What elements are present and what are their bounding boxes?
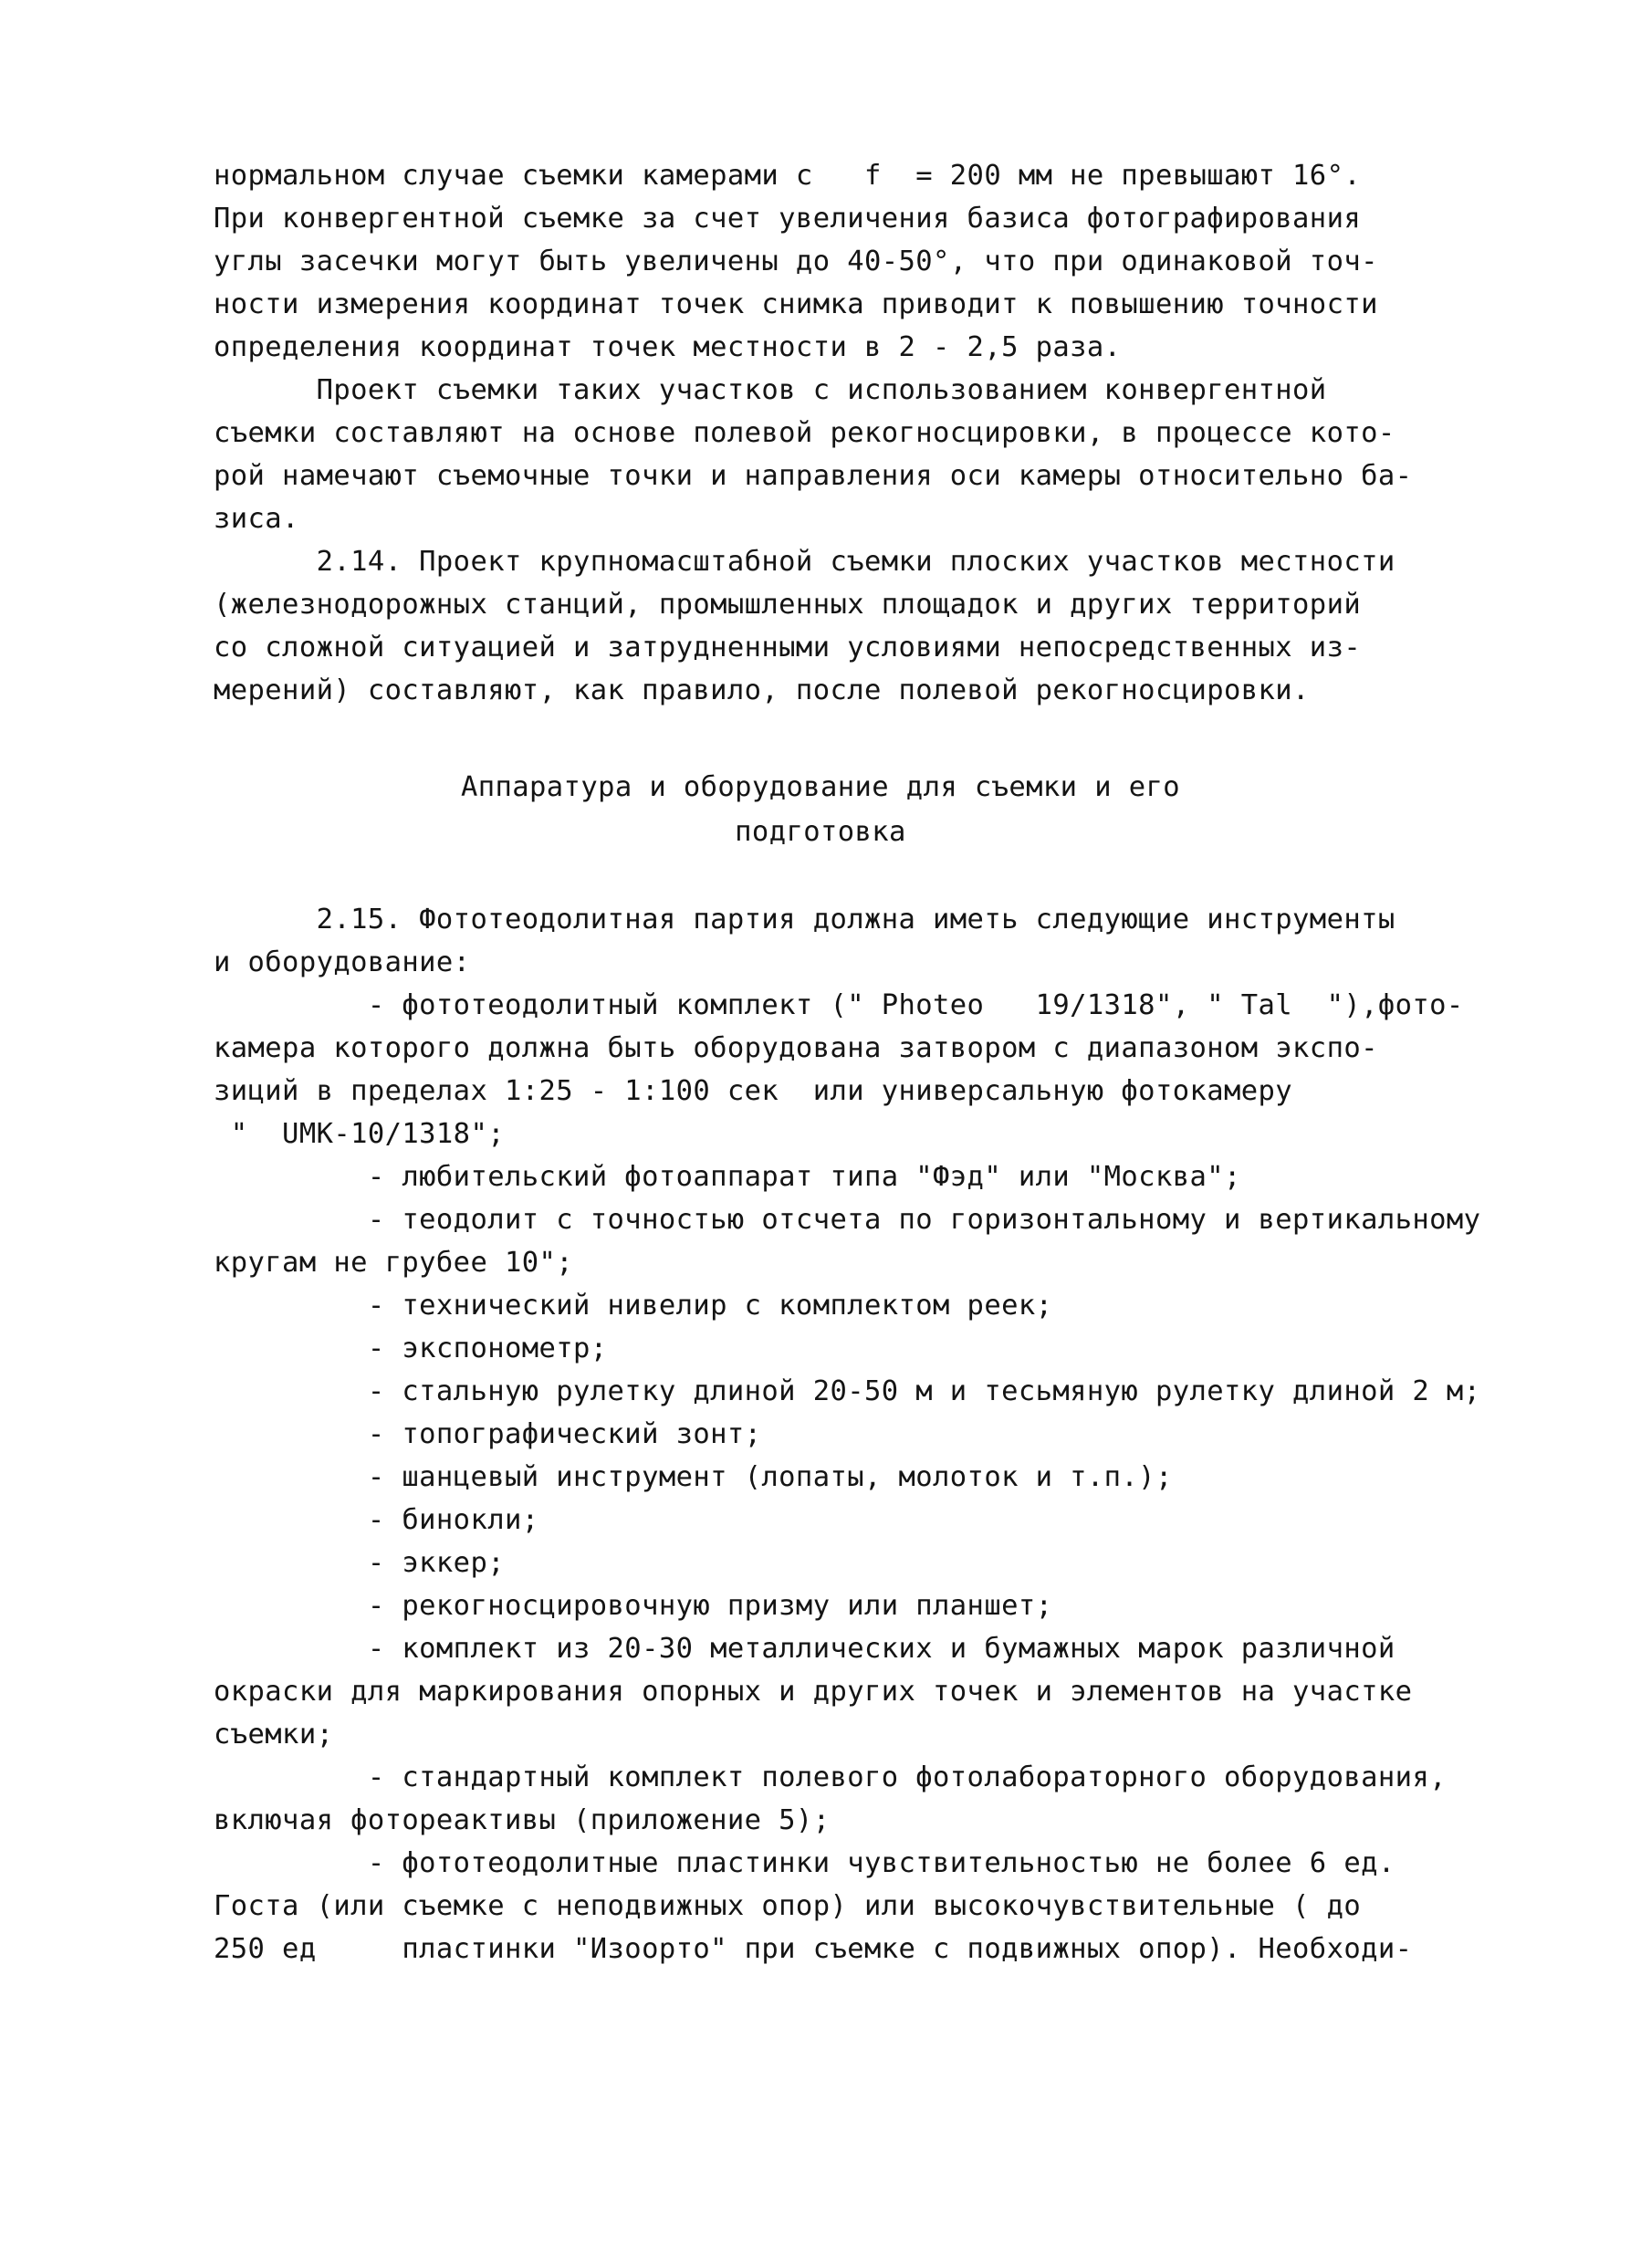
- text-line: (железнодорожных станций, промышленных площадок и других территорий: [214, 589, 1362, 621]
- text-line: камера которого должна быть оборудована затвором с диапазоном экспо-: [214, 1032, 1378, 1064]
- text-line: углы засечки могут быть увеличены до 40-50°, что при одинаковой точ-: [214, 246, 1378, 277]
- section-heading-line: подготовка: [735, 816, 906, 848]
- text-line: кругам не грубее 10";: [214, 1247, 574, 1279]
- text-line: окраски для маркирования опорных и других точек и элементов на участке: [214, 1676, 1413, 1708]
- text-line: - эккер;: [214, 1547, 505, 1579]
- text-line: Проект съемки таких участков с использованием конвергентной: [214, 374, 1327, 406]
- text-line: зиций в пределах 1:25 - 1:100 сек или универсальную фотокамеру: [214, 1075, 1293, 1107]
- section-heading-line: Аппаратура и оборудование для съемки и его: [460, 771, 1181, 803]
- text-line: - экспонометр;: [214, 1333, 608, 1364]
- text-line: со сложной ситуацией и затрудненными условиями непосредственных из-: [214, 632, 1362, 664]
- text-line: - шанцевый инструмент (лопаты, молоток и т.п.);: [214, 1461, 1173, 1493]
- text-line: ности измерения координат точек снимка приводит к повышению точности: [214, 288, 1378, 320]
- text-line: съемки составляют на основе полевой рекогносцировки, в процессе кото-: [214, 417, 1395, 449]
- text-line: включая фотореактивы (приложение 5);: [214, 1804, 831, 1836]
- text-line: - стандартный комплект полевого фотолабораторного оборудования,: [214, 1761, 1447, 1793]
- text-line: " UMK-10/1318";: [214, 1118, 505, 1150]
- text-line: - рекогносцировочную призму или планшет;: [214, 1590, 1053, 1622]
- text-line: съемки;: [214, 1719, 334, 1751]
- text-line: - бинокли;: [214, 1504, 539, 1536]
- text-line: 2.14. Проект крупномасштабной съемки плоских участков местности: [214, 546, 1395, 578]
- text-line: - технический нивелир с комплектом реек;: [214, 1290, 1053, 1322]
- text-line: мерений) составляют, как правило, после полевой рекогносцировки.: [214, 674, 1310, 706]
- text-line: - теодолит с точностью отсчета по горизонтальному и вертикальному: [214, 1204, 1481, 1236]
- text-line: - фототеодолитный комплект (" Photeo 19/1318", " Tal "),фото-: [214, 989, 1464, 1021]
- text-line: определения координат точек местности в 2 - 2,5 раза.: [214, 331, 1122, 363]
- text-line: рой намечают съемочные точки и направления оси камеры относительно ба-: [214, 460, 1413, 492]
- text-line: нормальном случае съемки камерами с f = 200 мм не превышают 16°.: [214, 160, 1362, 192]
- text-line: 250 ед пластинки "Изоорто" при съемке с подвижных опор). Необходи-: [214, 1933, 1413, 1965]
- text-line: - фототеодолитные пластинки чувствительностью не более 6 ед.: [214, 1847, 1395, 1879]
- text-line: - комплект из 20-30 металлических и бумажных марок различной: [214, 1633, 1395, 1665]
- text-line: Госта (или съемке с неподвижных опор) или высокочувствительные ( до: [214, 1890, 1362, 1922]
- text-line: - стальную рулетку длиной 20-50 м и тесьмяную рулетку длиной 2 м;: [214, 1375, 1481, 1407]
- text-line: 2.15. Фототеодолитная партия должна иметь следующие инструменты: [214, 904, 1395, 935]
- text-line: При конвергентной съемке за счет увеличения базиса фотографирования: [214, 203, 1362, 235]
- text-line: - любительский фотоаппарат типа "Фэд" или "Москва";: [214, 1161, 1241, 1193]
- text-line: зиса.: [214, 503, 299, 535]
- text-line: - топографический зонт;: [214, 1418, 762, 1450]
- text-line: и оборудование:: [214, 946, 471, 978]
